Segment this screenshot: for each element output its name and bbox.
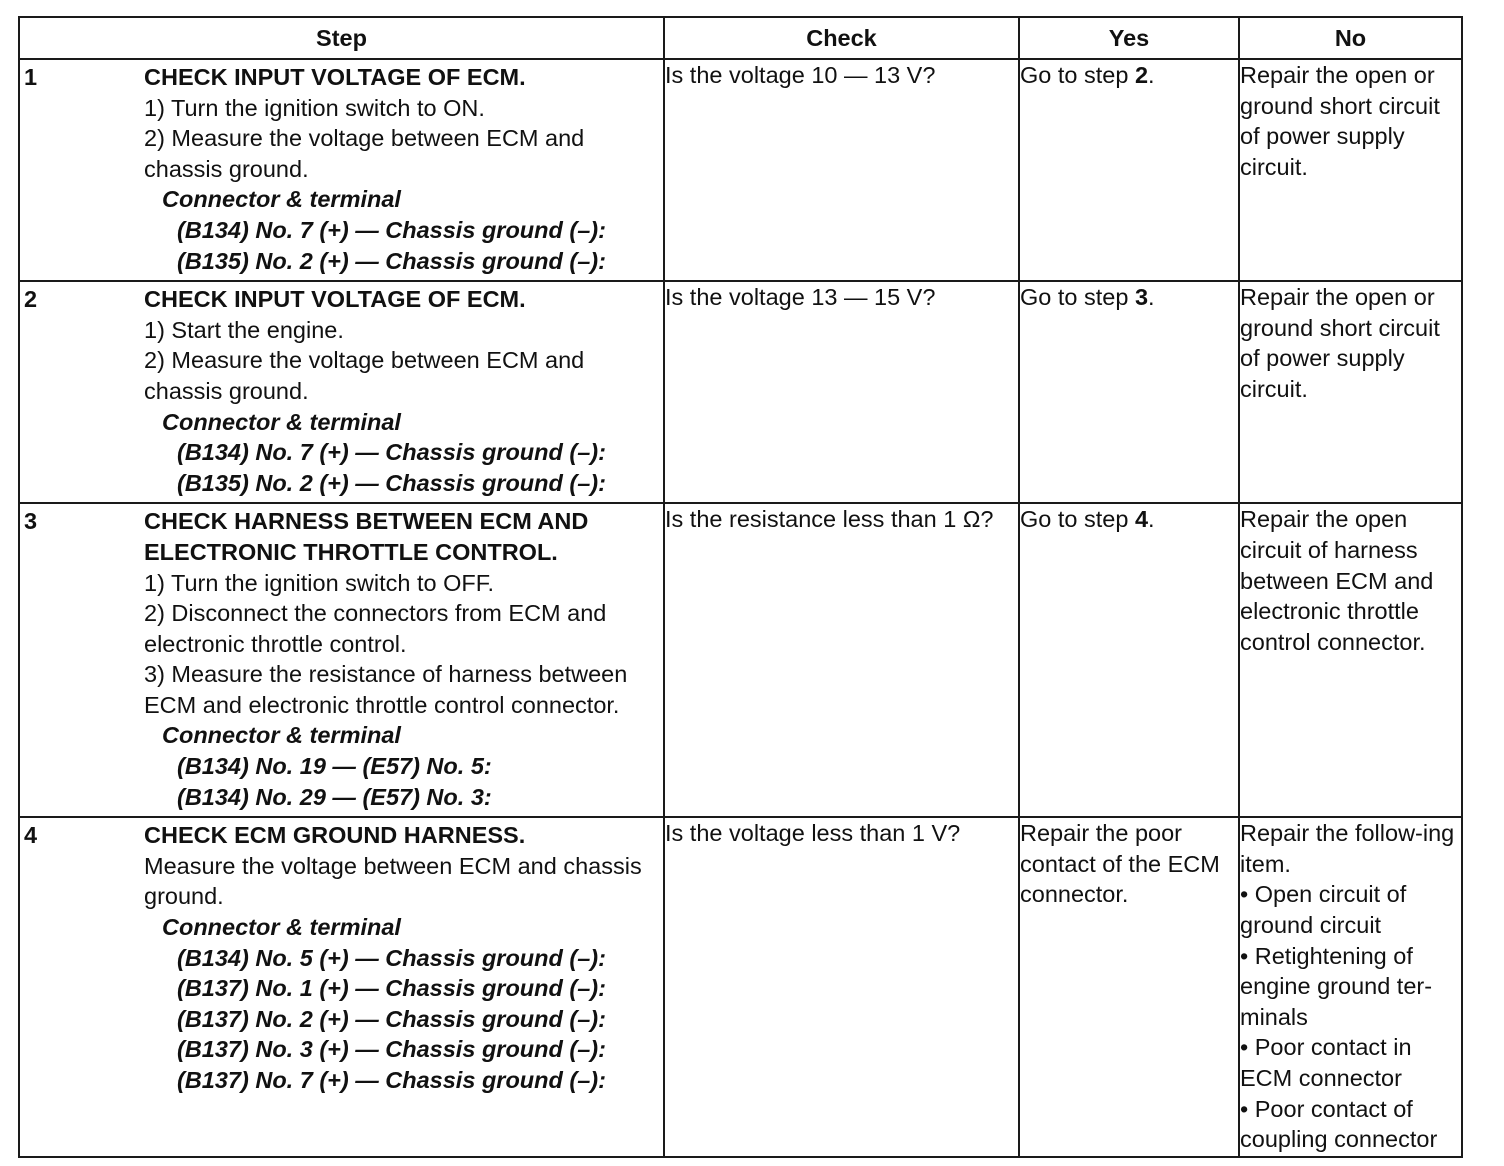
yes-suffix: .	[1148, 284, 1155, 311]
no-cell	[1239, 503, 1462, 817]
instruction: 3) Measure the resistance of harness between ECM and electronic throttle control connector.	[144, 661, 628, 718]
step-cell	[19, 281, 664, 503]
yes-suffix: .	[1148, 62, 1155, 88]
step-title: CHECK ECM GROUND HARNESS.	[144, 822, 526, 849]
table-row-step-2	[19, 281, 1462, 503]
no-bullet: • Open circuit of ground circuit	[1240, 881, 1407, 939]
check-cell: Is the resistance less than 1 Ω?	[664, 503, 1019, 817]
header-check: Check	[664, 17, 1019, 59]
step-number: 2	[24, 286, 38, 313]
step-number: 4	[24, 822, 38, 849]
no-text: Repair the open circuit of harness between ECM and electronic throttle control connector.	[1240, 506, 1434, 655]
yes-step-link: 3	[1134, 284, 1149, 311]
instruction: 2) Disconnect the connectors from ECM and electronic throttle control.	[144, 600, 607, 657]
header-no: No	[1239, 17, 1462, 59]
yes-suffix: .	[1148, 506, 1155, 533]
no-text: Repair the open or ground short circuit of power supply circuit.	[1240, 62, 1440, 180]
header-step: Step	[19, 17, 664, 59]
check-cell: Is the voltage 10 — 13 V?	[664, 59, 1019, 281]
no-cell	[1239, 817, 1462, 1157]
yes-step-link: 2	[1134, 62, 1149, 88]
instruction: 1) Turn the ignition switch to OFF.	[144, 569, 495, 596]
instruction: 1) Start the engine.	[144, 316, 344, 343]
table-row-step-3	[19, 503, 1462, 817]
no-cell	[1239, 59, 1462, 281]
instruction: 1) Turn the ignition switch to ON.	[144, 94, 485, 121]
connector-line: (B137) No. 2 (+) — Chassis ground (–):	[177, 1005, 606, 1032]
connector-title: Connector & terminal	[162, 186, 401, 213]
check-cell: Is the voltage 13 — 15 V?	[664, 281, 1019, 503]
yes-cell	[1019, 817, 1239, 1157]
step-title: CHECK INPUT VOLTAGE OF ECM.	[144, 286, 526, 313]
step-cell	[19, 817, 664, 1157]
check-cell: Is the voltage less than 1 V?	[664, 817, 1019, 1157]
yes-text: Go to step	[1020, 62, 1135, 88]
no-text: Repair the follow-ing item.	[1240, 820, 1455, 877]
yes-cell	[1019, 503, 1239, 817]
step-number: 1	[24, 64, 38, 90]
connector-line: (B134) No. 5 (+) — Chassis ground (–):	[177, 944, 606, 971]
step-title: CHECK INPUT VOLTAGE OF ECM.	[144, 64, 526, 90]
step-cell	[19, 503, 664, 817]
connector-line: (B135) No. 2 (+) — Chassis ground (–):	[177, 247, 606, 274]
yes-cell	[1019, 59, 1239, 281]
connector-line: (B134) No. 7 (+) — Chassis ground (–):	[177, 216, 606, 243]
yes-text: Go to step	[1020, 284, 1135, 311]
connector-line: (B137) No. 7 (+) — Chassis ground (–):	[177, 1067, 606, 1093]
instruction: Measure the voltage between ECM and chassis ground.	[144, 852, 642, 910]
no-bullet: • Poor contact of coupling connector	[1240, 1095, 1438, 1153]
table-row-step-4	[19, 817, 1462, 1157]
step-cell	[19, 59, 664, 281]
yes-step-link: 4	[1134, 506, 1149, 533]
connector-title: Connector & terminal	[162, 914, 401, 941]
no-cell	[1239, 281, 1462, 503]
yes-text: Go to step	[1020, 506, 1135, 533]
connector-title: Connector & terminal	[162, 722, 401, 749]
yes-cell	[1019, 281, 1239, 503]
instruction: 2) Measure the voltage between ECM and chassis ground.	[144, 347, 585, 404]
connector-line: (B134) No. 29 — (E57) No. 3:	[177, 783, 492, 810]
step-title: CHECK HARNESS BETWEEN ECM AND ELECTRONIC THROTTLE CONTROL.	[144, 508, 589, 565]
no-bullet: • Poor contact in ECM connector	[1240, 1034, 1412, 1091]
connector-line: (B135) No. 2 (+) — Chassis ground (–):	[177, 469, 606, 496]
yes-text: Repair the poor contact of the ECM connector.	[1020, 820, 1220, 908]
header-row	[19, 17, 1462, 59]
connector-line: (B134) No. 19 — (E57) No. 5:	[177, 753, 492, 780]
connector-line: (B134) No. 7 (+) — Chassis ground (–):	[177, 439, 606, 466]
connector-title: Connector & terminal	[162, 408, 401, 435]
step-number: 3	[24, 508, 38, 535]
no-bullet: • Retightening of engine ground ter-minals	[1240, 942, 1433, 1030]
no-text: Repair the open or ground short circuit of power supply circuit.	[1240, 284, 1440, 402]
table-row-step-1	[19, 59, 1462, 281]
connector-line: (B137) No. 1 (+) — Chassis ground (–):	[177, 975, 606, 1002]
header-yes: Yes	[1019, 17, 1239, 59]
diagnostic-table	[18, 16, 1463, 1158]
connector-line: (B137) No. 3 (+) — Chassis ground (–):	[177, 1036, 606, 1063]
instruction: 2) Measure the voltage between ECM and chassis ground.	[144, 125, 585, 182]
